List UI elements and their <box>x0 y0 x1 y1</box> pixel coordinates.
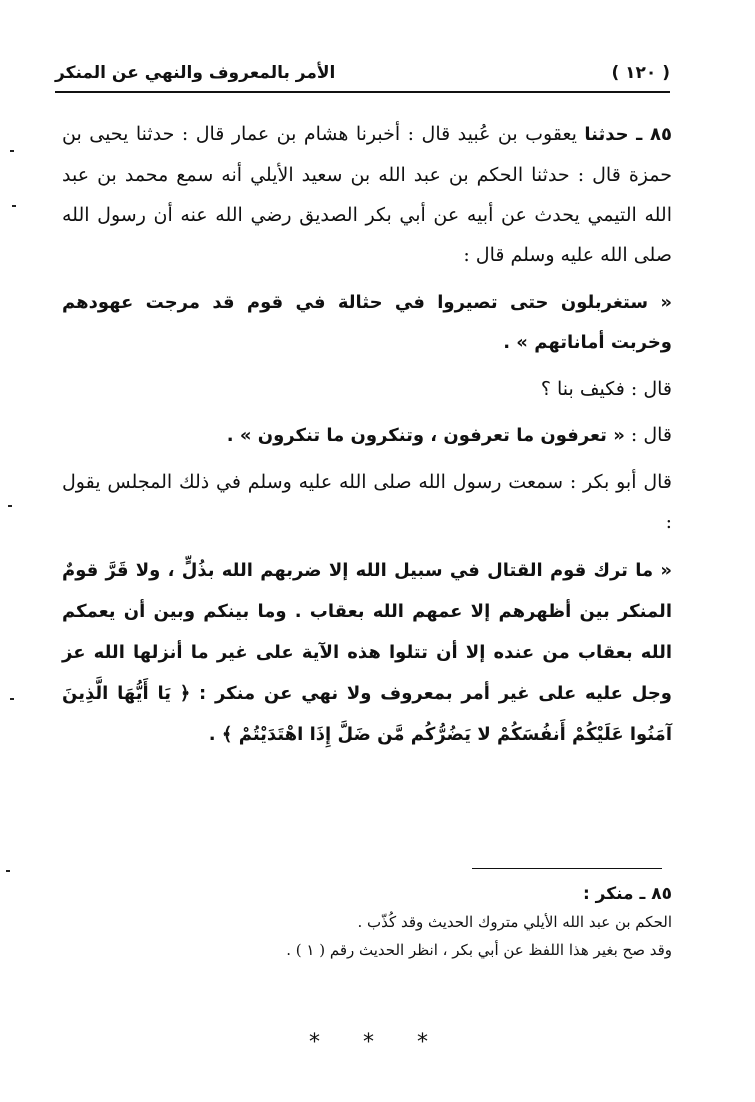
margin-mark <box>12 205 16 207</box>
footnote-heading: ٨٥ ـ منكر : <box>582 884 672 904</box>
isnad-text: يعقوب بن عُبيد قال : أخبرنا هشام بن عمار قال : حدثنا يحيى بن حمزة قال : حدثنا الحكم بن عبد الله بن سعيد الأيلي أنه سمع محمد بن عبد الله التيمي يحدث عن أبيه عن أبي بكر الصديق رضي الله عنه أن رسول الله صلى الله عليه وسلم قال : <box>62 123 672 266</box>
footnotes <box>62 880 672 964</box>
header-rule <box>55 91 670 93</box>
answer-prefix: قال : <box>630 424 672 446</box>
question-prefix: قال : <box>630 378 672 400</box>
quote-2: « ما ترك قوم القتال في سبيل الله إلا ضربهم الله بذُلٍّ ، ولا قَرَّ قومٌ المنكر بين أظهرهم إلا عمهم الله بعقاب . وما بينكم وبين أن يعمكم الله بعقاب من عنده إلا أن تتلوا هذه الآية على غير ما أنزلها الله عز وجل عليه على غير أمر بمعروف ولا نهي عن منكر : <box>62 560 672 704</box>
question-text: فكيف بنا ؟ <box>540 378 625 400</box>
isnad-paragraph <box>62 114 672 275</box>
quran-verse: ﴿ يَا أَيُّهَا الَّذِينَ آمَنُوا عَلَيْكُمْ أَنفُسَكُمْ لا يَضُرُّكُم مَّن ضَلَّ إِذَا اهْتَدَيْتُمْ ﴾ . <box>62 683 672 745</box>
quote-1: « ستغربلون حتى تصيروا في حثالة في قوم قد مرجت عهودهم وخربت أماناتهم » . <box>62 292 672 353</box>
hadith-keyword: حدثنا <box>584 124 629 145</box>
footnote-line-1: الحكم بن عبد الله الأيلي متروك الحديث وقد كُذّب . <box>357 913 672 931</box>
margin-mark <box>10 698 14 700</box>
quote-2-paragraph <box>62 550 672 755</box>
footnote-line-2: وقد صح بغير هذا اللفظ عن أبي بكر ، انظر الحديث رقم ( ١ ) . <box>286 941 672 959</box>
question-line <box>62 369 672 409</box>
narration-paragraph: قال أبو بكر : سمعت رسول الله صلى الله عليه وسلم في ذلك المجلس يقول : <box>62 471 672 533</box>
margin-mark <box>8 505 12 507</box>
footnote-rule <box>472 868 662 869</box>
answer-line <box>62 415 672 456</box>
section-ornament: * * * <box>309 1030 446 1055</box>
main-text <box>62 114 672 755</box>
running-header <box>55 58 670 88</box>
header-title: الأمر بالمعروف والنهي عن المنكر <box>55 63 336 83</box>
margin-mark <box>10 150 14 152</box>
margin-mark <box>6 870 10 872</box>
hadith-number: ٨٥ ـ <box>636 124 672 145</box>
answer-text: « تعرفون ما تعرفون ، وتنكرون ما تنكرون » . <box>226 425 625 446</box>
page-number: ( ١٢٠ ) <box>611 63 670 83</box>
